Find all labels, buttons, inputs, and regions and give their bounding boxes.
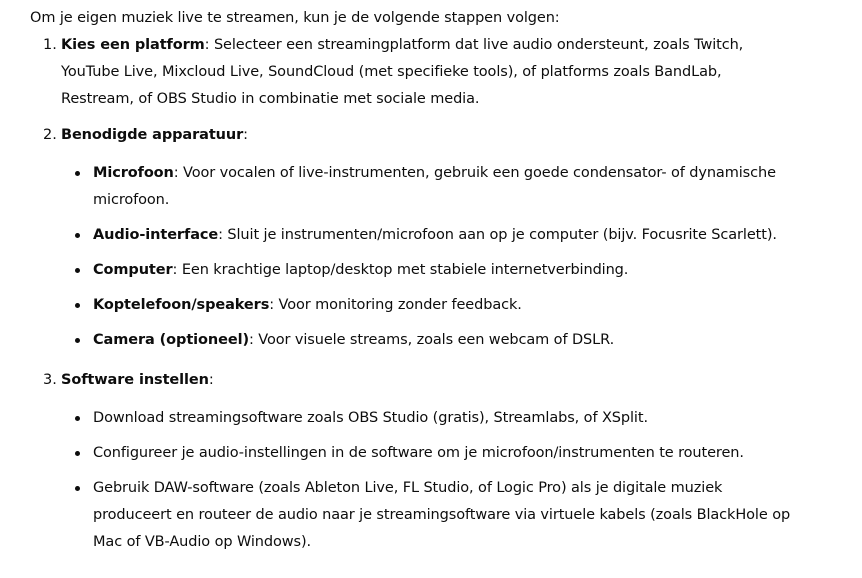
bullet-text: : Een krachtige laptop/desktop met stabiele internetverbinding.	[172, 262, 629, 278]
list-item	[61, 257, 830, 284]
bullet-text: Configureer je audio-instellingen in de software om je microfoon/instrumenten te routeren.	[93, 445, 744, 461]
bullet-text: : Voor vocalen of live-instrumenten, gebruik een goede condensator- of dynamische microfoon.	[93, 165, 776, 208]
list-item	[61, 160, 793, 214]
bullet-list	[61, 160, 830, 354]
bullet-title: Microfoon	[93, 165, 174, 181]
step-text: :	[243, 127, 248, 143]
list-item	[61, 405, 830, 432]
intro-paragraph: Om je eigen muziek live te streamen, kun je de volgende stappen volgen:	[30, 10, 560, 26]
bullet-title: Audio-interface	[93, 227, 219, 243]
bullet-text: : Voor visuele streams, zoals een webcam of DSLR.	[248, 332, 615, 348]
list-item	[61, 222, 830, 249]
step-title: Software instellen	[61, 372, 209, 388]
bullet-text: : Sluit je instrumenten/microfoon aan op je computer (bijv. Focusrite Scarlett).	[218, 227, 777, 243]
bullet-title: Camera (optioneel)	[93, 332, 249, 348]
step-item	[30, 122, 830, 354]
bullet-text: Gebruik DAW-software (zoals Ableton Live, FL Studio, of Logic Pro) als je digitale muziek produceert en routeer de audio naar je streamingsoftware via virtuele kabels (zoals BlackHole op Mac of VB-Audio op Windows).	[93, 480, 791, 550]
step-title: Kies een platform	[61, 37, 205, 53]
bullet-text: Download streamingsoftware zoals OBS Studio (gratis), Streamlabs, of XSplit.	[93, 410, 648, 426]
step-body	[61, 32, 751, 113]
list-item	[61, 475, 793, 556]
step-item	[30, 367, 830, 556]
step-body	[61, 367, 830, 394]
bullet-dot	[75, 233, 80, 238]
bullet-dot	[75, 303, 80, 308]
bullet-dot	[75, 338, 80, 343]
bullet-dot	[75, 171, 80, 176]
steps-list	[30, 32, 830, 556]
document	[30, 6, 830, 556]
bullet-dot	[75, 451, 80, 456]
bullet-dot	[75, 416, 80, 421]
step-item	[30, 32, 830, 113]
bullet-dot	[75, 268, 80, 273]
list-item	[61, 327, 830, 354]
bullet-title: Computer	[93, 262, 173, 278]
step-title: Benodigde apparatuur	[61, 127, 244, 143]
step-text: : Selecteer een streamingplatform dat live audio ondersteunt, zoals Twitch, YouTube Live, Mixcloud Live, SoundCloud (met specifieke tools), of platforms zoals BandLab, Restream, of OBS Studio in combinatie met sociale media.	[61, 37, 744, 107]
bullet-dot	[75, 486, 80, 491]
bullet-title: Koptelefoon/speakers	[93, 297, 270, 313]
step-number: 3.	[43, 372, 57, 388]
bullet-list	[61, 405, 830, 556]
step-number: 2.	[43, 127, 57, 143]
step-body	[61, 122, 830, 149]
list-item	[61, 292, 830, 319]
step-number: 1.	[43, 37, 57, 53]
step-text: :	[208, 372, 214, 388]
bullet-text: : Voor monitoring zonder feedback.	[269, 297, 522, 313]
list-item	[61, 440, 830, 467]
